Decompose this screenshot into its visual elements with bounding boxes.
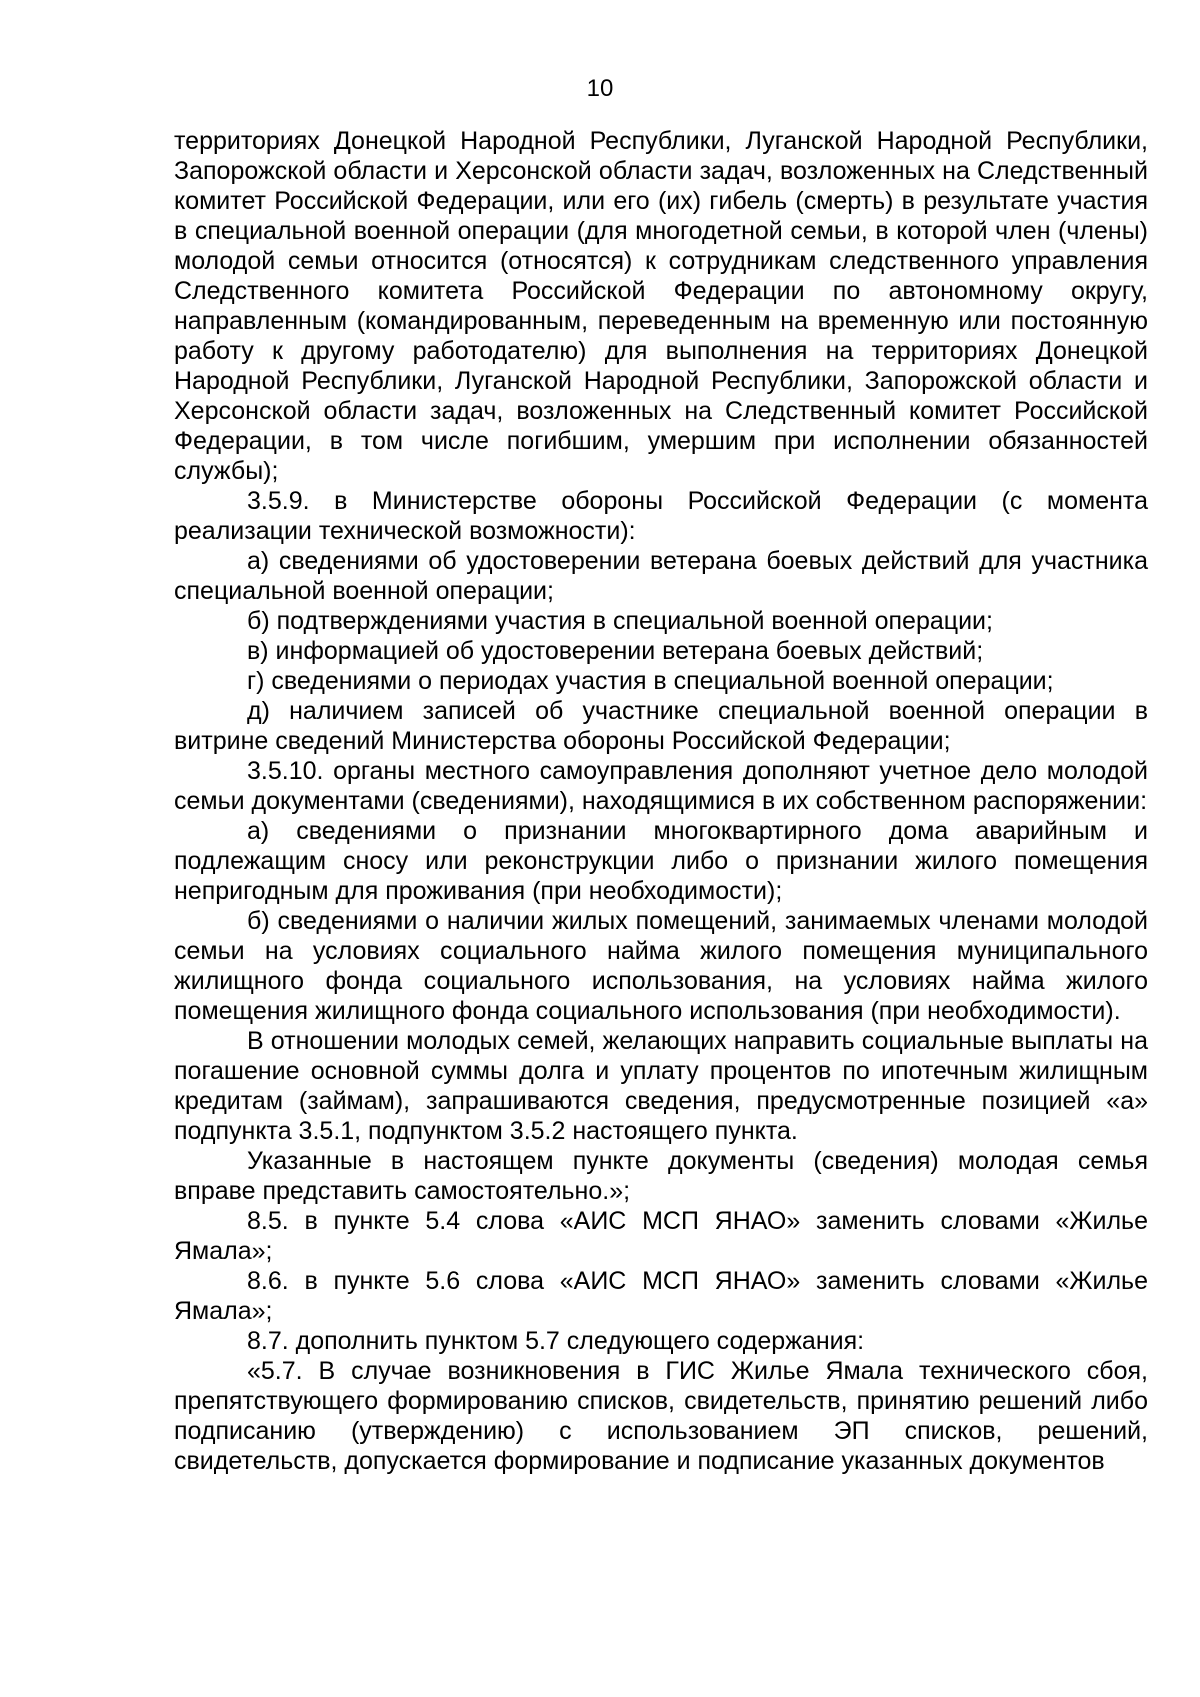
paragraph: «5.7. В случае возникновения в ГИС Жилье Ямала технического сбоя, препятствующего формированию списков, свидетельств, принятию решений либо подписанию (утверждению) с использованием ЭП списков, решений, свидетельств, допускается формирование и подписание указанных документов: [174, 1357, 1148, 1475]
paragraph: в) информацией об удостоверении ветерана боевых действий;: [247, 637, 984, 665]
page-number: 10: [586, 75, 614, 102]
paragraph: 8.5. в пункте 5.4 слова «АИС МСП ЯНАО» заменить словами «Жилье Ямала»;: [174, 1207, 1148, 1265]
paragraph: 8.7. дополнить пунктом 5.7 следующего содержания:: [247, 1327, 865, 1355]
paragraph: 8.6. в пункте 5.6 слова «АИС МСП ЯНАО» заменить словами «Жилье Ямала»;: [174, 1267, 1148, 1325]
paragraph: 3.5.9. в Министерстве обороны Российской Федерации (с момента реализации технической возможности):: [174, 487, 1148, 545]
paragraph: В отношении молодых семей, желающих направить социальные выплаты на погашение основной суммы долга и уплату процентов по ипотечным жилищным кредитам (займам), запрашиваются сведения, предусмотренные позицией «а» подпункта 3.5.1, подпунктом 3.5.2 настоящего пункта.: [174, 1027, 1148, 1145]
paragraph: г) сведениями о периодах участия в специальной военной операции;: [247, 667, 1054, 695]
paragraph: д) наличием записей об участнике специальной военной операции в витрине сведений Министерства обороны Российской Федерации;: [174, 697, 1148, 755]
paragraph: Указанные в настоящем пункте документы (сведения) молодая семья вправе представить самостоятельно.»;: [174, 1147, 1148, 1205]
paragraph: а) сведениями об удостоверении ветерана боевых действий для участника специальной военной операции;: [174, 547, 1148, 605]
document-body: [174, 126, 1148, 1476]
paragraph: б) подтверждениями участия в специальной военной операции;: [247, 607, 993, 635]
paragraph: б) сведениями о наличии жилых помещений, занимаемых членами молодой семьи на условиях социального найма жилого помещения муниципального жилищного фонда социального использования, на условиях найма жилого помещения жилищного фонда социального использования (при необходимости).: [174, 907, 1148, 1025]
paragraph: территориях Донецкой Народной Республики, Луганской Народной Республики, Запорожской области и Херсонской области задач, возложенных на Следственный комитет Российской Федерации, или его (их) гибель (смерть) в результате участия в специальной военной операции (для многодетной семьи, в которой член (члены) молодой семьи относится (относятся) к сотрудникам следственного управления Следственного комитета Российской Федерации по автономному округу, направленным (командированным, переведенным на временную или постоянную работу к другому работодателю) для выполнения на территориях Донецкой Народной Республики, Луганской Народной Республики, Запорожской области и Херсонской области задач, возложенных на Следственный комитет Российской Федерации, в том числе погибшим, умершим при исполнении обязанностей службы);: [174, 127, 1148, 485]
paragraph: а) сведениями о признании многоквартирного дома аварийным и подлежащим сносу или реконструкции либо о признании жилого помещения непригодным для проживания (при необходимости);: [174, 817, 1148, 905]
paragraph: 3.5.10. органы местного самоуправления дополняют учетное дело молодой семьи документами (сведениями), находящимися в их собственном распоряжении:: [174, 757, 1148, 815]
